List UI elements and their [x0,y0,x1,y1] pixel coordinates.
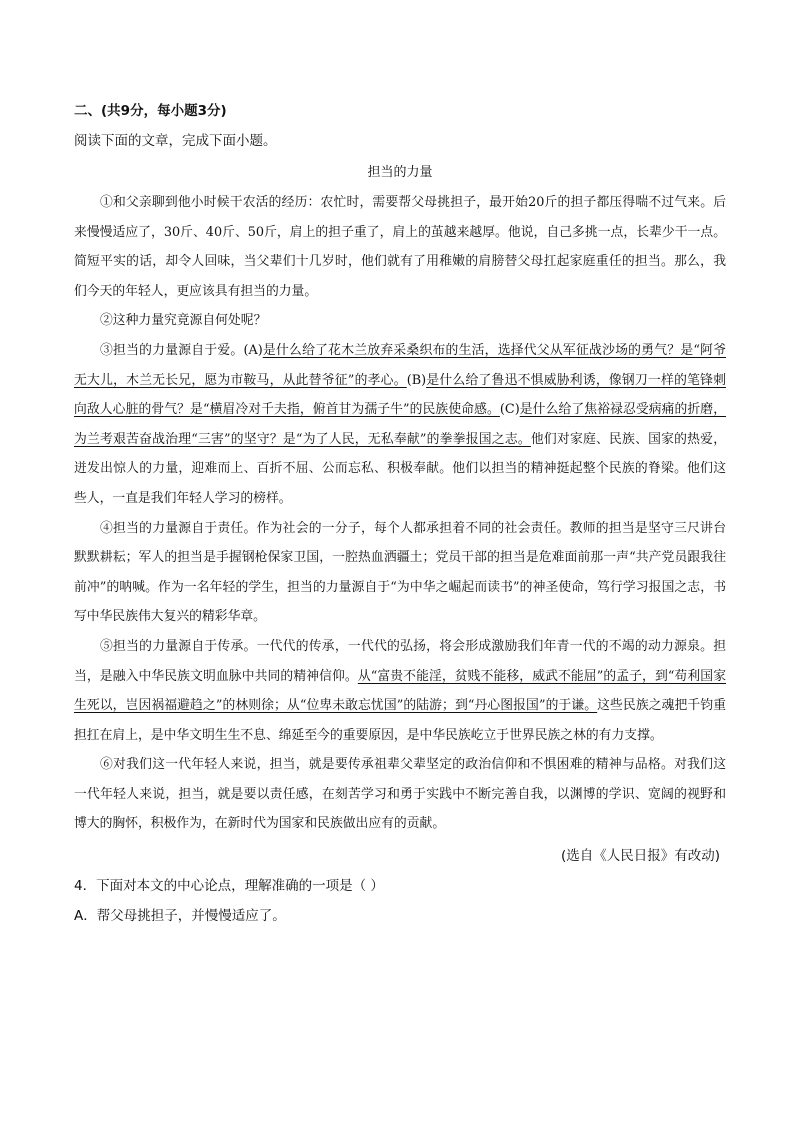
instruction-text: 阅读下面的文章，完成下面小题。 [74,133,277,149]
marker-b: (B) [406,372,427,388]
underlined-examples: 从“富贵不能淫，贫贱不能移，威武不能屈”的孟子，到“苟利国家生死以，岂因祸福避趋之”的林则徐；从“位卑未敢忘忧国”的陆游；到“丹心图报国”的于谦。 [74,668,726,714]
paragraph-3-tail: 他们对家庭、民族、国家的热爱，迸发出惊人的力量，迎难而上、百折不屈、公而忘私、积极奉献。他们以担当的精神挺起整个民族的脊梁。他们这些人，一直是我们年轻人学习的榜样。 [74,431,727,506]
paragraph-5-tail: 这些民族之魂把千钧重担扛在肩上，是中华文明生生不息、绵延至今的重要原因，是中华民族屹立于世界民族之林的有力支撑。 [74,698,726,743]
paragraph-6: ⑥对我们这一代年轻人来说，担当，就是要传承祖辈父辈坚定的政治信仰和不惧困难的精神与品格。对我们这一代年轻人来说，担当，就是要以责任感，在刻苦学习和勇于实践中不断完善自我，以渊博的学识、宽阔的视野和博大的胸怀，积极作为，在新时代为国家和民族做出应有的贡献。 [74,757,726,832]
paragraph-4: ④担当的力量源自于责任。作为社会的一分子，每个人都承担着不同的社会责任。教师的担当是坚守三尺讲台默默耕耘；军人的担当是手握钢枪保家卫国，一腔热血洒疆土；党员干部的担当是危难面前那一声“共产党员跟我往前冲”的呐喊。作为一名年轻的学生，担当的力量源自于“为中华之崛起而读书”的神圣使命，笃行学习报国之志，书写中华民族伟大复兴的精彩华章。 [74,520,726,625]
document-page [74,96,726,931]
paragraph-1: ①和父亲聊到他小时候干农活的经历：农忙时，需要帮父母挑担子，最开始20斤的担子都压得喘不过气来。后来慢慢适应了，30斤、40斤、50斤，肩上的担子重了，肩上的茧越来越厚。他说，自己多挑一点，长辈少干一点。简短平实的话，却令人回味，当父辈们十几岁时，他们就有了用稚嫩的肩膀替父母扛起家庭重任的担当。那么，我们今天的年轻人，更应该具有担当的力量。 [74,195,726,299]
paragraph-2: ②这种力量究竟源自何处呢？ [100,313,267,329]
paragraph-5-text: ⑤担当的力量源自于传承。一代代的传承，一代代的弘扬，将会形成激励我们年青一代的不竭的动力源泉。担当，是融入中华民族文明血脉中共同的精神信仰。 [74,638,726,684]
question-stem: 4．下面对本文的中心论点，理解准确的一项是（ ） [74,878,384,895]
paragraph-3 [74,336,726,514]
section-title: 二、(共9分，每小题3分) [74,103,227,119]
article-source: (选自《人民日报》有改动) [560,848,720,865]
option-a[interactable]: A．帮父母挑担子，并慢慢适应了。 [74,908,286,925]
marker-c: (C) [499,402,520,418]
underlined-sentence-c: 是什么给了焦裕禄忍受病痛的折磨，为兰考艰苦奋战治理“三害”的坚守？是“为了人民，无私奉献”的拳拳报国之志。 [74,402,726,447]
article-title: 担当的力量 [367,165,433,180]
underlined-sentence-a: 是什么给了花木兰放弃采桑织布的生活，选择代父从军征战沙场的勇气？是“阿爷无大儿，木兰无长兄，愿为市鞍马，从此替爷征”的孝心。 [74,342,726,388]
paragraph-5 [74,632,726,750]
paragraph-3-text: ③担当的力量源自于爱。(A) [100,342,263,358]
underlined-sentence-b: 是什么给了鲁迅不惧威胁利诱，像钢刀一样的笔锋刺向敌人心脏的骨气？是“横眉冷对千夫指，俯首甘为孺子牛”的民族使命感。 [74,372,726,418]
